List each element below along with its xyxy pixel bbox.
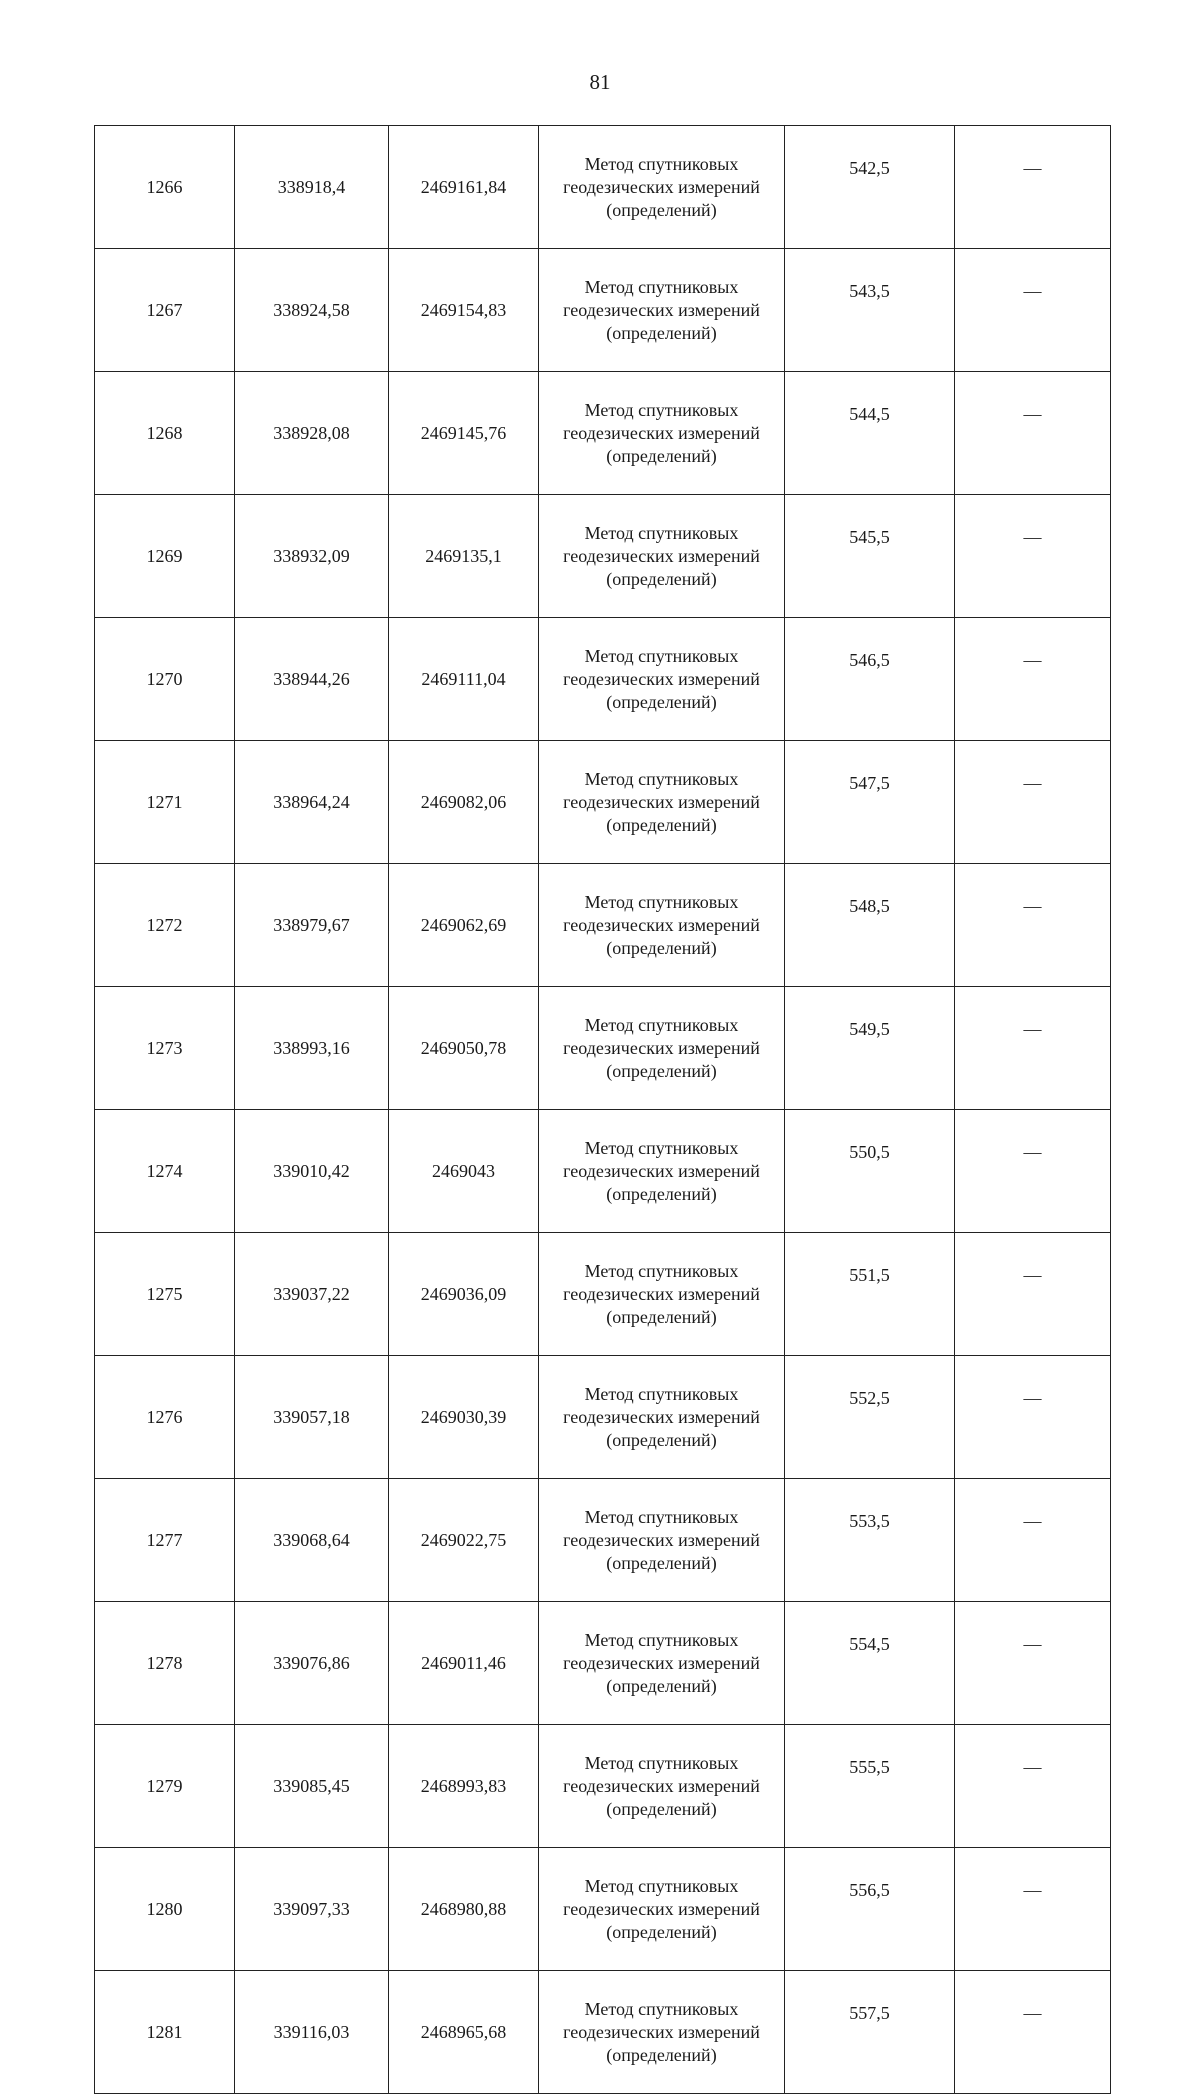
method-cell [539,495,785,618]
y-coordinate-cell: 2469011,46 [389,1602,539,1725]
table-row [95,864,1111,987]
method-cell [539,1725,785,1848]
method-line: (определений) [606,1798,717,1819]
page-number: 81 [589,70,611,94]
method-cell [539,1110,785,1233]
method-line: геодезических измерений [563,2021,760,2042]
method-line: геодезических измерений [563,1160,760,1181]
method-cell [539,1971,785,2094]
accuracy-cell: 547,5 [785,741,955,864]
note-cell: — [955,1725,1111,1848]
accuracy-cell: 551,5 [785,1233,955,1356]
note-cell: — [955,372,1111,495]
y-coordinate-cell: 2469111,04 [389,618,539,741]
x-coordinate-cell: 338944,26 [235,618,389,741]
method-line: геодезических измерений [563,1652,760,1673]
method-line: геодезических измерений [563,1898,760,1919]
accuracy-cell: 552,5 [785,1356,955,1479]
point-number-cell: 1276 [95,1356,235,1479]
point-number-cell: 1277 [95,1479,235,1602]
method-line: геодезических измерений [563,1775,760,1796]
method-cell [539,618,785,741]
x-coordinate-cell: 339116,03 [235,1971,389,2094]
table-row [95,741,1111,864]
note-cell: — [955,741,1111,864]
method-line: (определений) [606,814,717,835]
method-line: (определений) [606,691,717,712]
accuracy-cell: 544,5 [785,372,955,495]
note-cell: — [955,1479,1111,1602]
x-coordinate-cell: 339057,18 [235,1356,389,1479]
note-cell: — [955,495,1111,618]
y-coordinate-cell: 2468980,88 [389,1848,539,1971]
method-line: (определений) [606,1306,717,1327]
method-line: (определений) [606,1429,717,1450]
method-line: геодезических измерений [563,299,760,320]
table-row [95,495,1111,618]
accuracy-cell: 543,5 [785,249,955,372]
point-number-cell: 1267 [95,249,235,372]
table-row [95,249,1111,372]
accuracy-cell: 557,5 [785,1971,955,2094]
note-cell: — [955,249,1111,372]
point-number-cell: 1279 [95,1725,235,1848]
method-line: Метод спутниковых [584,645,739,666]
x-coordinate-cell: 339085,45 [235,1725,389,1848]
point-number-cell: 1278 [95,1602,235,1725]
table-row [95,618,1111,741]
method-cell [539,372,785,495]
note-cell: — [955,1971,1111,2094]
accuracy-cell: 546,5 [785,618,955,741]
coordinates-table-body [95,126,1111,2094]
accuracy-cell: 554,5 [785,1602,955,1725]
x-coordinate-cell: 338979,67 [235,864,389,987]
method-cell [539,1233,785,1356]
point-number-cell: 1270 [95,618,235,741]
method-line: Метод спутниковых [584,768,739,789]
x-coordinate-cell: 339010,42 [235,1110,389,1233]
method-line: (определений) [606,445,717,466]
note-cell: — [955,126,1111,249]
x-coordinate-cell: 338924,58 [235,249,389,372]
method-line: (определений) [606,1675,717,1696]
method-line: Метод спутниковых [584,276,739,297]
y-coordinate-cell: 2469022,75 [389,1479,539,1602]
point-number-cell: 1273 [95,987,235,1110]
method-line: геодезических измерений [563,1406,760,1427]
table-row [95,1602,1111,1725]
note-cell: — [955,987,1111,1110]
method-cell [539,1602,785,1725]
y-coordinate-cell: 2469145,76 [389,372,539,495]
note-cell: — [955,1356,1111,1479]
note-cell: — [955,1602,1111,1725]
method-line: геодезических измерений [563,668,760,689]
method-line: (определений) [606,1060,717,1081]
y-coordinate-cell: 2468993,83 [389,1725,539,1848]
x-coordinate-cell: 339037,22 [235,1233,389,1356]
method-line: Метод спутниковых [584,522,739,543]
method-cell [539,1479,785,1602]
accuracy-cell: 550,5 [785,1110,955,1233]
x-coordinate-cell: 338918,4 [235,126,389,249]
point-number-cell: 1281 [95,1971,235,2094]
point-number-cell: 1274 [95,1110,235,1233]
y-coordinate-cell: 2469030,39 [389,1356,539,1479]
accuracy-cell: 555,5 [785,1725,955,1848]
y-coordinate-cell: 2469050,78 [389,987,539,1110]
table-row [95,1233,1111,1356]
accuracy-cell: 549,5 [785,987,955,1110]
method-line: Метод спутниковых [584,891,739,912]
x-coordinate-cell: 338932,09 [235,495,389,618]
method-cell [539,1356,785,1479]
method-line: геодезических измерений [563,422,760,443]
x-coordinate-cell: 338993,16 [235,987,389,1110]
method-line: Метод спутниковых [584,1137,739,1158]
method-line: Метод спутниковых [584,1014,739,1035]
accuracy-cell: 556,5 [785,1848,955,1971]
point-number-cell: 1266 [95,126,235,249]
table-row [95,987,1111,1110]
method-line: (определений) [606,322,717,343]
method-line: Метод спутниковых [584,1998,739,2019]
table-row [95,1971,1111,2094]
method-line: геодезических измерений [563,791,760,812]
accuracy-cell: 542,5 [785,126,955,249]
method-line: (определений) [606,1552,717,1573]
point-number-cell: 1272 [95,864,235,987]
method-cell [539,741,785,864]
y-coordinate-cell: 2469135,1 [389,495,539,618]
y-coordinate-cell: 2468965,68 [389,1971,539,2094]
table-row [95,1725,1111,1848]
note-cell: — [955,618,1111,741]
method-line: геодезических измерений [563,545,760,566]
method-line: (определений) [606,2044,717,2065]
method-line: геодезических измерений [563,914,760,935]
x-coordinate-cell: 339097,33 [235,1848,389,1971]
method-cell [539,987,785,1110]
accuracy-cell: 545,5 [785,495,955,618]
method-line: геодезических измерений [563,1283,760,1304]
method-cell [539,126,785,249]
method-line: геодезических измерений [563,1529,760,1550]
method-line: Метод спутниковых [584,1260,739,1281]
point-number-cell: 1268 [95,372,235,495]
method-line: (определений) [606,568,717,589]
method-line: Метод спутниковых [584,153,739,174]
method-line: геодезических измерений [563,176,760,197]
method-line: (определений) [606,199,717,220]
y-coordinate-cell: 2469036,09 [389,1233,539,1356]
method-line: Метод спутниковых [584,1383,739,1404]
method-line: Метод спутниковых [584,1629,739,1650]
method-line: Метод спутниковых [584,1875,739,1896]
method-line: (определений) [606,1921,717,1942]
x-coordinate-cell: 339068,64 [235,1479,389,1602]
method-cell [539,1848,785,1971]
note-cell: — [955,1848,1111,1971]
point-number-cell: 1275 [95,1233,235,1356]
method-line: (определений) [606,937,717,958]
accuracy-cell: 553,5 [785,1479,955,1602]
method-cell [539,249,785,372]
y-coordinate-cell: 2469154,83 [389,249,539,372]
y-coordinate-cell: 2469062,69 [389,864,539,987]
table-row [95,1848,1111,1971]
point-number-cell: 1280 [95,1848,235,1971]
table-row [95,1356,1111,1479]
table-row [95,1479,1111,1602]
note-cell: — [955,1110,1111,1233]
method-line: Метод спутниковых [584,1506,739,1527]
point-number-cell: 1269 [95,495,235,618]
table-row [95,1110,1111,1233]
method-line: геодезических измерений [563,1037,760,1058]
y-coordinate-cell: 2469082,06 [389,741,539,864]
note-cell: — [955,1233,1111,1356]
accuracy-cell: 548,5 [785,864,955,987]
y-coordinate-cell: 2469043 [389,1110,539,1233]
method-line: (определений) [606,1183,717,1204]
method-line: Метод спутниковых [584,399,739,420]
coordinates-table [94,125,1111,2094]
y-coordinate-cell: 2469161,84 [389,126,539,249]
method-line: Метод спутниковых [584,1752,739,1773]
x-coordinate-cell: 338964,24 [235,741,389,864]
x-coordinate-cell: 338928,08 [235,372,389,495]
table-row [95,126,1111,249]
method-cell [539,864,785,987]
x-coordinate-cell: 339076,86 [235,1602,389,1725]
point-number-cell: 1271 [95,741,235,864]
table-row [95,372,1111,495]
note-cell: — [955,864,1111,987]
